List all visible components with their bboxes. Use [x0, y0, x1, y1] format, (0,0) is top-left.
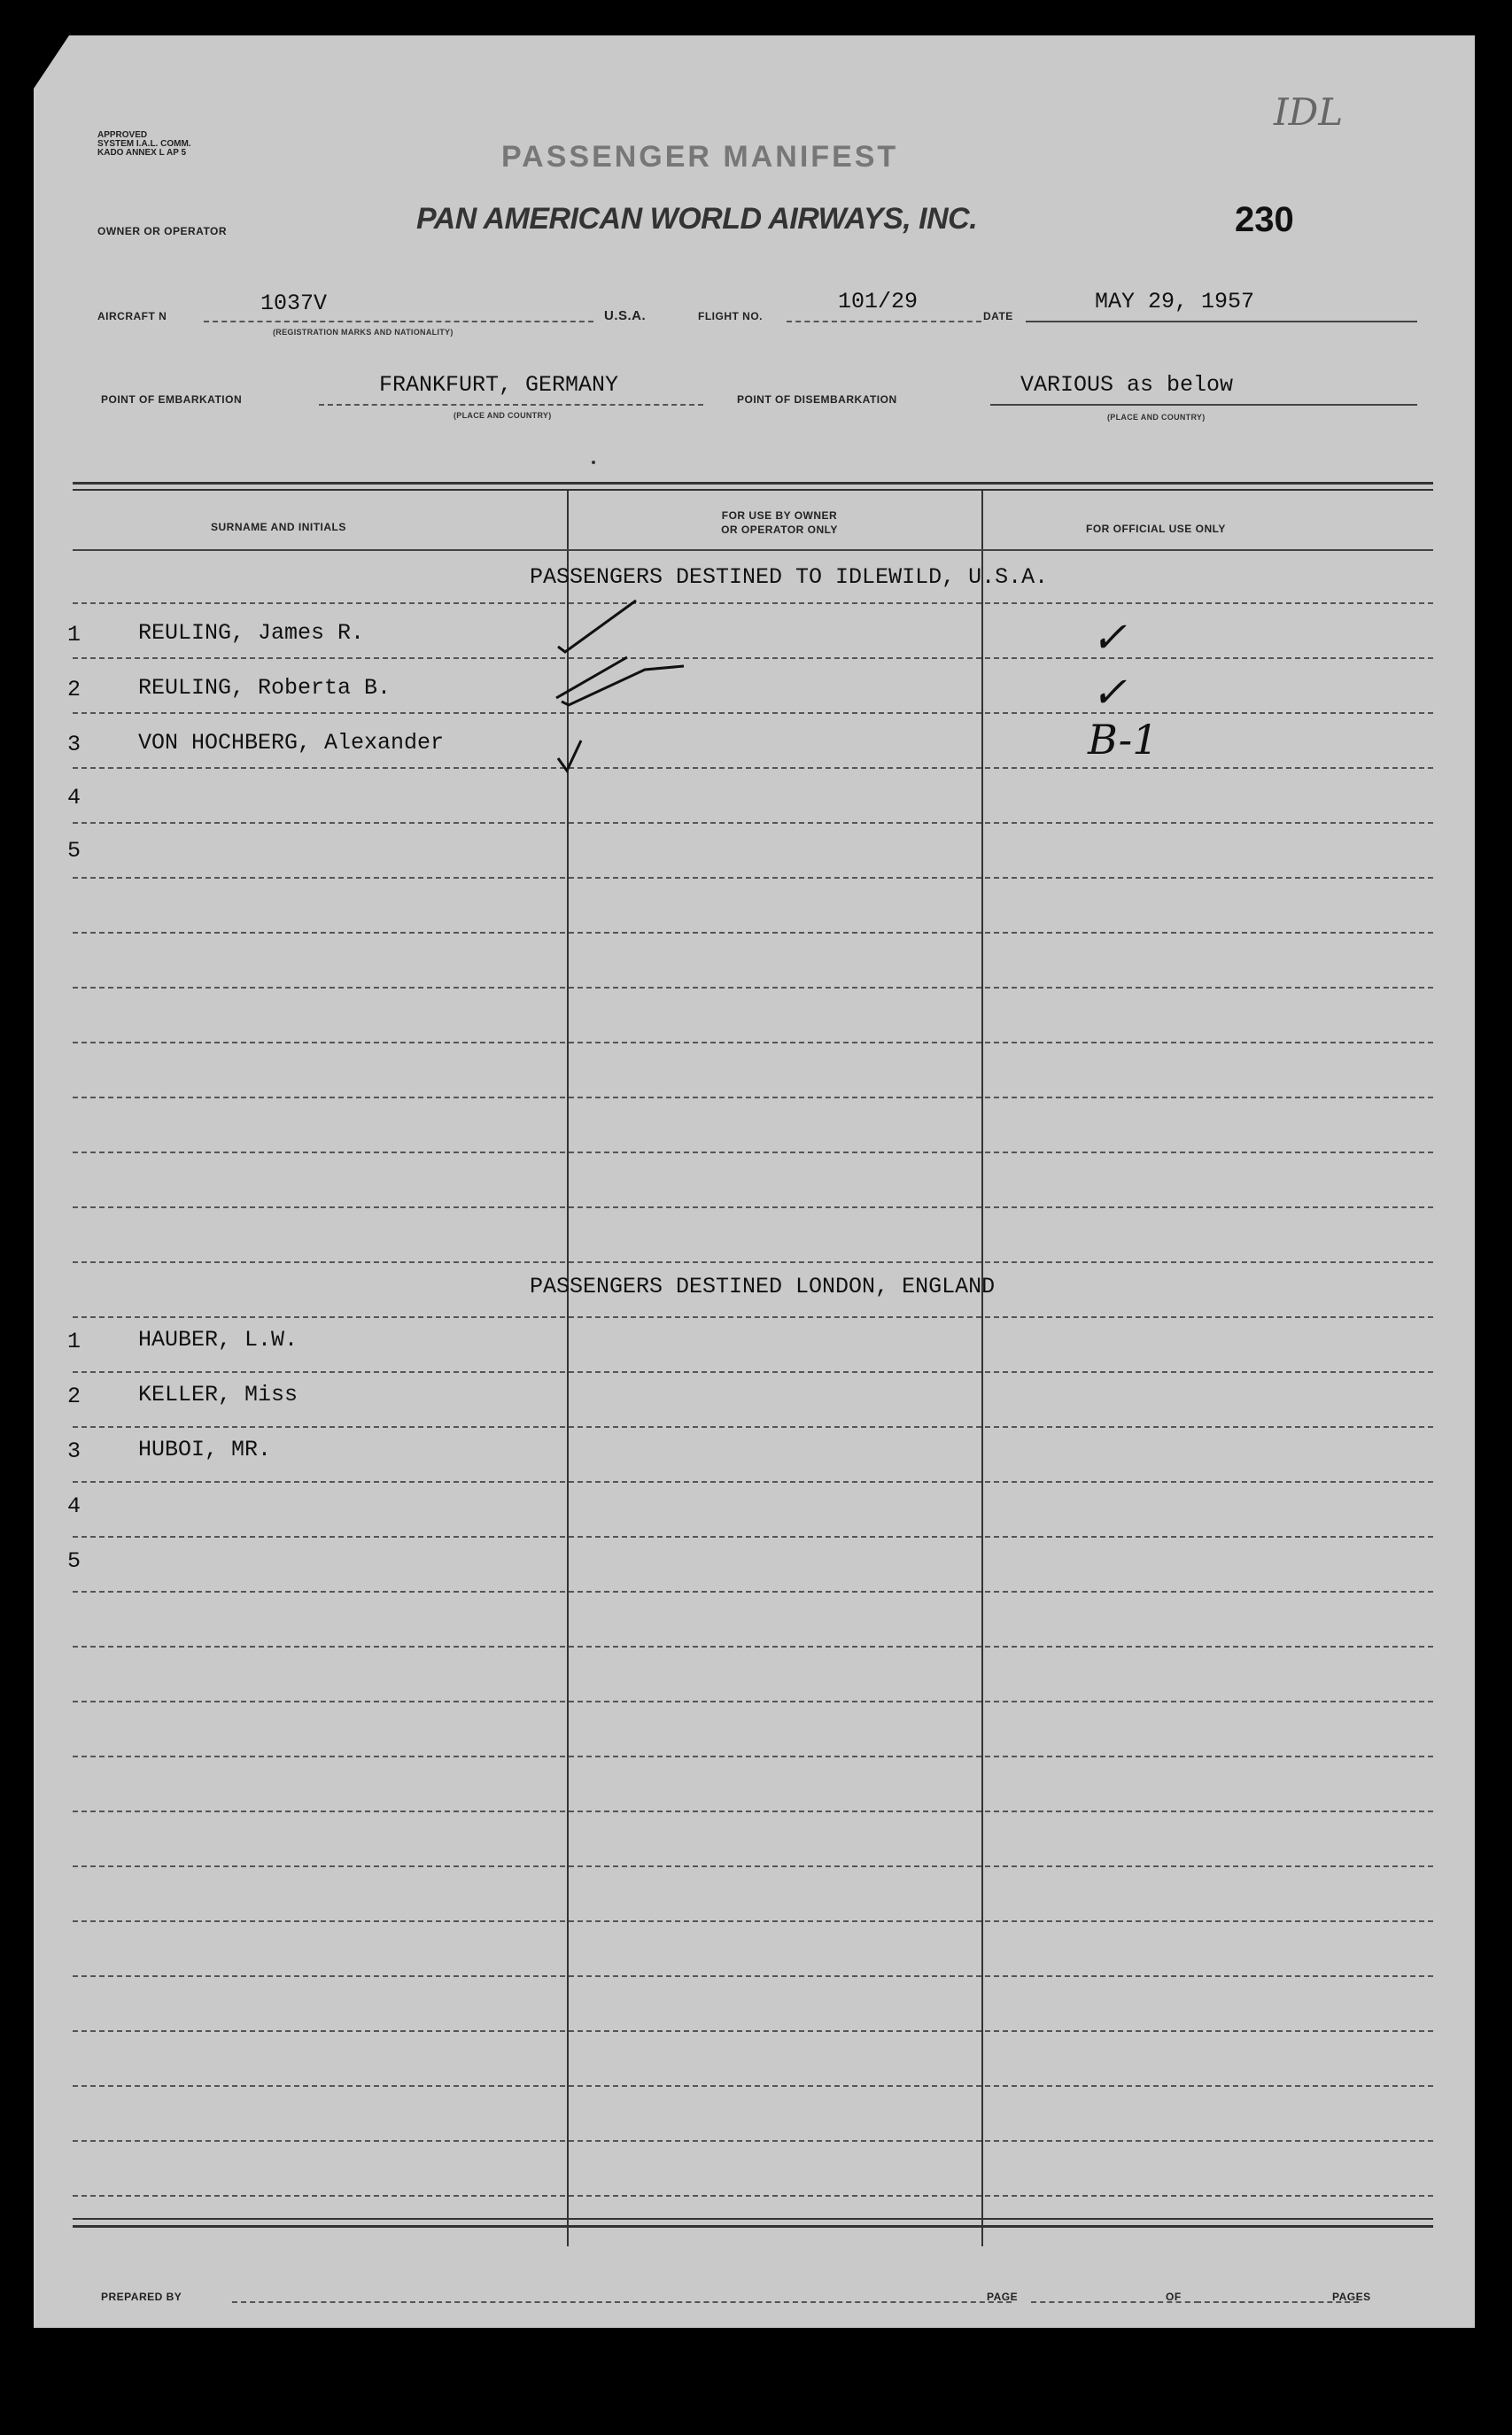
row-rule	[73, 1756, 1433, 1757]
footer-pages-label: PAGES	[1332, 2291, 1371, 2303]
row-number: 4	[67, 1493, 81, 1519]
aircraft-value: 1037V	[260, 291, 328, 316]
row-rule	[73, 1811, 1433, 1812]
speck	[592, 461, 595, 464]
row-number: 1	[67, 1329, 81, 1354]
official-check-2: ✓	[1091, 668, 1128, 717]
embark-value: FRANKFURT, GERMANY	[379, 372, 619, 398]
row-rule	[73, 1371, 1433, 1373]
row-rule	[73, 1042, 1433, 1043]
row-rule	[73, 822, 1433, 824]
date-label: DATE	[983, 310, 1013, 322]
row-rule	[73, 1316, 1433, 1318]
aircraft-label: AIRCRAFT N	[97, 310, 167, 322]
official-mark-3: B-1	[1088, 716, 1159, 764]
row-rule	[73, 987, 1433, 989]
row-rule	[73, 1920, 1433, 1922]
aircraft-caption: (REGISTRATION MARKS AND NATIONALITY)	[273, 328, 454, 337]
row-rule	[73, 712, 1433, 714]
date-value: MAY 29, 1957	[1095, 289, 1255, 314]
row-rule	[73, 1261, 1433, 1263]
row-rule	[73, 932, 1433, 934]
official-check-1: ✓	[1091, 613, 1128, 663]
passenger-name: REULING, James R.	[138, 620, 365, 646]
usa-label: U.S.A.	[604, 308, 647, 323]
row-number: 2	[67, 1384, 81, 1409]
section-heading-idlewild: PASSENGERS DESTINED TO IDLEWILD, U.S.A.	[530, 564, 1049, 590]
row-rule	[73, 1152, 1433, 1153]
flight-value: 101/29	[838, 289, 919, 314]
row-rule	[73, 1591, 1433, 1593]
manifest-page	[34, 35, 1475, 2328]
row-rule	[73, 2030, 1433, 2032]
row-number: 5	[67, 838, 81, 864]
disembark-value: VARIOUS as below	[1020, 372, 1234, 398]
row-number: 3	[67, 1439, 81, 1464]
owner-check-strokes	[512, 585, 725, 797]
footer-of-label: OF	[1166, 2291, 1182, 2303]
row-number: 5	[67, 1548, 81, 1574]
embark-label: POINT OF EMBARKATION	[101, 393, 243, 406]
passenger-name: HUBOI, MR.	[138, 1437, 272, 1462]
row-rule	[73, 1206, 1433, 1208]
footer-page-label: PAGE	[987, 2291, 1019, 2303]
owner-label: OWNER OR OPERATOR	[97, 225, 228, 237]
disembark-caption: (PLACE AND COUNTRY)	[1107, 413, 1206, 422]
row-rule	[73, 1646, 1433, 1648]
section-heading-london: PASSENGERS DESTINED LONDON, ENGLAND	[530, 1274, 996, 1299]
form-title: PASSENGER MANIFEST	[501, 140, 899, 174]
row-rule	[73, 2195, 1433, 2197]
disembark-label: POINT OF DISEMBARKATION	[737, 393, 897, 406]
col-header-owner: FOR USE BY OWNER OR OPERATOR ONLY	[721, 509, 838, 536]
row-rule	[73, 1536, 1433, 1538]
col-header-name: SURNAME AND INITIALS	[211, 521, 346, 533]
embark-caption: (PLACE AND COUNTRY)	[454, 411, 552, 420]
row-rule	[73, 602, 1433, 604]
handwritten-code: IDL	[1274, 90, 1344, 134]
passenger-name: VON HOCHBERG, Alexander	[138, 730, 445, 756]
row-rule	[73, 2085, 1433, 2087]
passenger-name: REULING, Roberta B.	[138, 675, 392, 701]
passenger-name: KELLER, Miss	[138, 1382, 299, 1407]
row-rule	[73, 1097, 1433, 1098]
row-rule	[73, 767, 1433, 769]
row-rule	[73, 1426, 1433, 1428]
row-rule	[73, 1701, 1433, 1702]
footer-prepared-label: PREPARED BY	[101, 2291, 182, 2303]
owner-name: PAN AMERICAN WORLD AIRWAYS, INC.	[416, 202, 978, 236]
passenger-name: HAUBER, L.W.	[138, 1327, 299, 1353]
row-rule	[73, 877, 1433, 879]
approval-stamp: APPROVED SYSTEM I.A.L. COMM. KADO ANNEX L AP 5	[97, 130, 191, 158]
row-rule	[73, 1975, 1433, 1977]
row-rule	[73, 2140, 1433, 2142]
col-header-official: FOR OFFICIAL USE ONLY	[1086, 523, 1226, 535]
row-rule	[73, 1481, 1433, 1483]
row-rule	[73, 1865, 1433, 1867]
page-number: 230	[1235, 200, 1294, 239]
row-number: 2	[67, 677, 81, 702]
torn-corner	[34, 35, 69, 89]
row-rule	[73, 657, 1433, 659]
row-number: 4	[67, 785, 81, 810]
flight-label: FLIGHT NO.	[698, 310, 763, 322]
row-number: 3	[67, 732, 81, 757]
row-number: 1	[67, 622, 81, 648]
